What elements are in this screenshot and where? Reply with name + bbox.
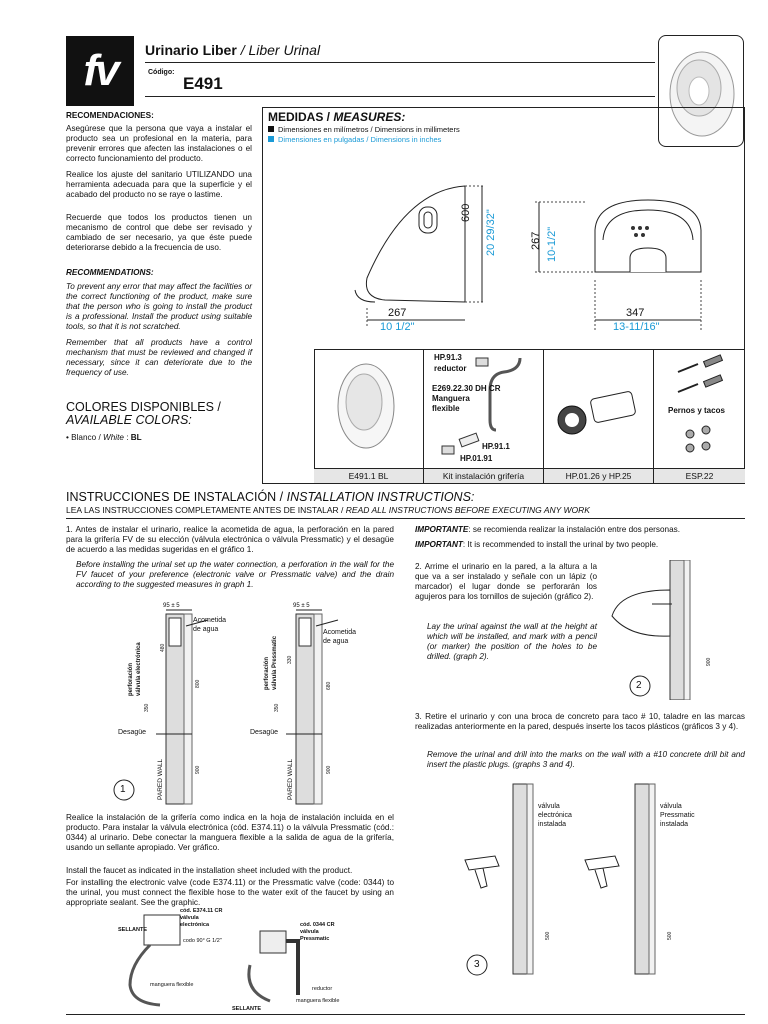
front-height-in: 10-1/2" bbox=[546, 226, 558, 262]
g3-number: 3 bbox=[474, 959, 480, 970]
g3-d500-a: 500 bbox=[545, 931, 551, 940]
g1-acometida-a1: Acometida bbox=[193, 617, 227, 624]
read-instructions bbox=[66, 505, 590, 515]
g1-acometida-b1: Acometida bbox=[323, 629, 357, 636]
g1-d480: 480 bbox=[160, 643, 166, 652]
title-es: Urinario Liber bbox=[145, 42, 237, 58]
header-rule-bottom bbox=[145, 96, 655, 97]
kit-hose-es2: flexible bbox=[432, 404, 460, 413]
g1-perf-a2: válvula electrónica bbox=[136, 642, 142, 696]
ff-e374 bbox=[180, 908, 223, 929]
step3-en: Remove the urinal and drill into the marks on the wall with a #10 concrete drill bit and insert the plastic plugs. (graphs 3 and 4). bbox=[427, 750, 745, 769]
kit-reductor: reductor bbox=[434, 364, 467, 373]
code-label: Código: bbox=[148, 69, 175, 76]
side-height-mm: 600 bbox=[460, 203, 472, 222]
g1-d800: 800 bbox=[195, 679, 201, 688]
graph-2-diagram bbox=[600, 560, 740, 700]
g1-desague-a: Desagüe bbox=[118, 729, 147, 736]
legend-in-text: Dimensiones en pulgadas / Dimensions in inches bbox=[278, 135, 442, 144]
colors-title bbox=[66, 401, 221, 427]
kit-cell-urinal bbox=[314, 350, 424, 483]
kit-label-2: Kit instalación grifería bbox=[424, 468, 543, 483]
kit-cell-bolts bbox=[654, 350, 745, 483]
colors-title-en: AVAILABLE COLORS: bbox=[66, 413, 192, 427]
kit-label-3: HP.01.26 y HP.25 bbox=[544, 468, 653, 483]
ff-0344-c: Pressmatic bbox=[300, 936, 330, 942]
faucet-connection-diagram bbox=[110, 905, 390, 1015]
g1-acometida-a2: de agua bbox=[193, 626, 219, 633]
legend-mm-text: Dimensiones en milímetros / Dimensions in millimeters bbox=[278, 125, 460, 134]
rec-en-p1: To prevent any error that may affect the facilities or the correct functioning of the product, make sure that the person who is going to install the product is a professional. Install the product using suitable tools, so that it is not scratched. bbox=[66, 282, 252, 331]
ff-e374-a: cód. E374.11 CR bbox=[180, 908, 223, 914]
kit-label-4: ESP.22 bbox=[654, 468, 745, 483]
ff-0344-a: cód. 0344 CR bbox=[300, 922, 335, 928]
graph-3-diagram bbox=[455, 780, 745, 980]
header-rule bbox=[145, 62, 655, 63]
kit-label-1: E491.1 BL bbox=[314, 468, 423, 483]
ff-e374-b: válvula bbox=[180, 915, 199, 921]
step3-es: 3. Retire el urinario y con una broca de concreto para taco # 10, taladre en las marcas realizadas anteriormente en la pared, después inserte los tacos plásticos (gráficos 3 y 4). bbox=[415, 712, 745, 731]
color-item bbox=[66, 433, 142, 443]
ff-manguera-a: manguera flexible bbox=[150, 982, 194, 988]
g1-desague-b: Desagüe bbox=[250, 729, 279, 736]
important-es-label: IMPORTANTE bbox=[415, 525, 469, 534]
g1-d350-a: 350 bbox=[144, 703, 150, 712]
g1-d350-b: 350 bbox=[274, 703, 280, 712]
legend-in bbox=[268, 135, 441, 144]
kit-hp913: HP.91.3 bbox=[434, 353, 462, 362]
front-width-mm: 347 bbox=[626, 307, 645, 319]
legend-in-swatch bbox=[268, 136, 274, 142]
rec-es-p1: Asegúrese que la persona que vaya a instalar el producto sea un profesional en la materia, para prevenir errores que afecten las instalaciones o el correcto funcionamiento del producto. bbox=[66, 124, 252, 163]
kit-cell-adapters bbox=[544, 350, 654, 483]
faucet-en1: Install the faucet as indicated in the installation sheet included with the product. bbox=[66, 866, 353, 875]
kit-hp911: HP.91.1 bbox=[482, 442, 510, 451]
rec-title-en: RECOMMENDATIONS: bbox=[66, 268, 154, 277]
g3-vp2: Pressmatic bbox=[660, 812, 695, 819]
legend-mm bbox=[268, 125, 460, 134]
step1-en: Before installing the urinal set up the water connection, a perforation in the wall for the FV faucet of your preference (electronic valve or Pressmatic valve) and the drain according to the suggested measures in graph 1. bbox=[76, 560, 394, 589]
important-en-text: : It is recommended to install the urinal by two people. bbox=[462, 540, 659, 549]
ff-e374-c: electrónica bbox=[180, 922, 210, 928]
footer-rule bbox=[66, 1014, 745, 1015]
g3-ve1: válvula bbox=[538, 803, 560, 810]
g1-d900-a: 900 bbox=[195, 765, 201, 774]
measures-title-en: MEASURES: bbox=[333, 110, 406, 124]
kit-urinal-icon bbox=[314, 350, 424, 468]
g1-number: 1 bbox=[120, 784, 126, 795]
important-en-label: IMPORTANT bbox=[415, 540, 463, 549]
read-en: READ ALL INSTRUCTIONS BEFORE EXECUTING ANY WORK bbox=[345, 505, 590, 515]
color-en: White bbox=[103, 433, 124, 442]
rec-title-es: RECOMENDACIONES: bbox=[66, 111, 154, 120]
title-en: / Liber Urinal bbox=[240, 42, 321, 58]
ff-0344 bbox=[300, 922, 335, 943]
front-height-mm: 267 bbox=[530, 231, 542, 250]
ff-0344-b: válvula bbox=[300, 929, 319, 935]
kit-cell-faucet-kit bbox=[424, 350, 544, 483]
g3-valv-press bbox=[660, 802, 695, 829]
g1-wall-a: PARED WALL bbox=[157, 758, 164, 800]
rec-en-p2: Remember that all products have a control mechanism that must be reviewed and changed if necessary, since it can deteriorate due to the frequency of use. bbox=[66, 338, 252, 377]
install-title-es: INSTRUCCIONES DE INSTALACIÓN / bbox=[66, 490, 287, 504]
product-title bbox=[145, 42, 320, 58]
g1-dim-top-a: 95 ± 5 bbox=[163, 603, 180, 609]
g3-ve2: electrónica bbox=[538, 812, 572, 819]
install-rule bbox=[66, 518, 745, 519]
read-es: LEA LAS INSTRUCCIONES COMPLETAMENTE ANTES DE INSTALAR / bbox=[66, 505, 346, 515]
install-title bbox=[66, 490, 474, 504]
measures-title-es: MEDIDAS / bbox=[268, 110, 334, 124]
g2-number: 2 bbox=[636, 680, 642, 691]
rec-es-p2: Realice los ajuste del sanitario UTILIZANDO una herramienta adecuada para que la superficie y el acabado del producto no se raye o lastime. bbox=[66, 170, 252, 199]
faucet-es: Realice la instalación de la grifería como indica en la hoja de instalación incluida en el producto. Para instalar la válvula electrónica (cód. E374.11) o la válvula Pressmatic (cód.: 0344) al urinario. Debe conectar la manguera flexible a la salida de agua de la grifería, usando un sellante apropiado. Ver gráfico. bbox=[66, 813, 394, 852]
kit-hose-code: E269.22.30 DH CR bbox=[432, 384, 501, 393]
ff-sellante-a: SELLANTE bbox=[118, 927, 148, 933]
g3-vp1: válvula bbox=[660, 803, 682, 810]
color-code: BL bbox=[130, 433, 142, 442]
important-es bbox=[415, 525, 680, 535]
ff-sellante-b: SELLANTE bbox=[232, 1006, 262, 1012]
kit-pernos: Pernos y tacos bbox=[668, 406, 725, 415]
kit-hose-es1: Manguera bbox=[432, 394, 470, 403]
side-width-in: 10 1/2" bbox=[380, 321, 415, 333]
g3-ve3: instalada bbox=[538, 821, 567, 828]
g3-vp3: instalada bbox=[660, 821, 689, 828]
product-code: E491 bbox=[183, 74, 223, 93]
color-es: • Blanco / bbox=[66, 433, 103, 442]
g1-acometida-b2: de agua bbox=[323, 638, 349, 645]
ff-reductor: reductor bbox=[312, 986, 333, 992]
g1-perf-b2: válvula Pressmatic bbox=[272, 635, 278, 690]
install-title-en: INSTALLATION INSTRUCTIONS: bbox=[286, 490, 475, 504]
ff-codo: codo 90° G 1/2" bbox=[183, 938, 222, 944]
g1-acometida-a bbox=[193, 616, 226, 634]
important-en bbox=[415, 540, 658, 550]
logo-text: fv bbox=[83, 46, 117, 95]
g3-valv-elec bbox=[538, 802, 572, 829]
g1-perf-b1: perforación bbox=[264, 656, 270, 690]
step1-es: 1. Antes de instalar el urinario, realice la acometida de agua, la perforación en la pared para la grifería FV de su elección (válvula electrónica o válvula Pressmatic) y el desagüe de acuerdo a las medidas sugeridas en el gráfico 1. bbox=[66, 525, 394, 554]
ff-manguera-b: manguera flexible bbox=[296, 998, 340, 1004]
g1-wall-b: PARED WALL bbox=[287, 758, 294, 800]
g1-perf-a1: perforación bbox=[128, 662, 134, 696]
side-height-in: 20 29/32" bbox=[485, 209, 497, 256]
g3-d500-b: 500 bbox=[667, 931, 673, 940]
g1-d680: 680 bbox=[326, 681, 332, 690]
g1-d330: 330 bbox=[287, 655, 293, 664]
colors-title-es: COLORES DISPONIBLES / bbox=[66, 400, 221, 414]
rec-es-p3: Recuerde que todos los productos tienen un mecanismo de control que debe ser revisado y cambiado de ser necesario, ya que éste puede deteriorarse debido a la frecuencia de uso. bbox=[66, 213, 252, 252]
legend-mm-swatch bbox=[268, 126, 274, 132]
kit-hp0191: HP.01.91 bbox=[460, 454, 493, 463]
g2-d900: 900 bbox=[706, 657, 712, 666]
step2-es: 2. Arrime el urinario en la pared, a la altura a la que va a ser instalado y señale con un lápiz (o marcador) el lugar donde se perforarán los agujeros para los tornillos de sujeción (gráfico 2). bbox=[415, 562, 597, 601]
g1-d900-b: 900 bbox=[326, 765, 332, 774]
color-sep: : bbox=[123, 433, 131, 442]
kit-adapter-icon bbox=[544, 350, 654, 468]
fv-logo bbox=[66, 36, 134, 106]
front-width-in: 13-11/16" bbox=[613, 321, 660, 333]
g1-perf-a bbox=[127, 642, 143, 696]
g1-acometida-b bbox=[323, 628, 356, 646]
important-es-text: : se recomienda realizar la instalación entre dos personas. bbox=[468, 525, 680, 534]
g1-perf-b bbox=[263, 636, 279, 690]
faucet-en2: For installing the electronic valve (code E374.11) or the Pressmatic valve (code: 0344) to the urinal, you must connect the flexible hose to the water exit of the faucet by using an appropriate sealant. See the graphic. bbox=[66, 878, 394, 907]
step2-en: Lay the urinal against the wall at the height at which will be installed, and mark with a pencil (or marker) the position of the holes to be drilled. (graph 2). bbox=[427, 622, 597, 661]
side-width-mm: 267 bbox=[388, 307, 407, 319]
measures-title bbox=[268, 110, 405, 124]
g1-dim-top-b: 95 ± 5 bbox=[293, 603, 310, 609]
